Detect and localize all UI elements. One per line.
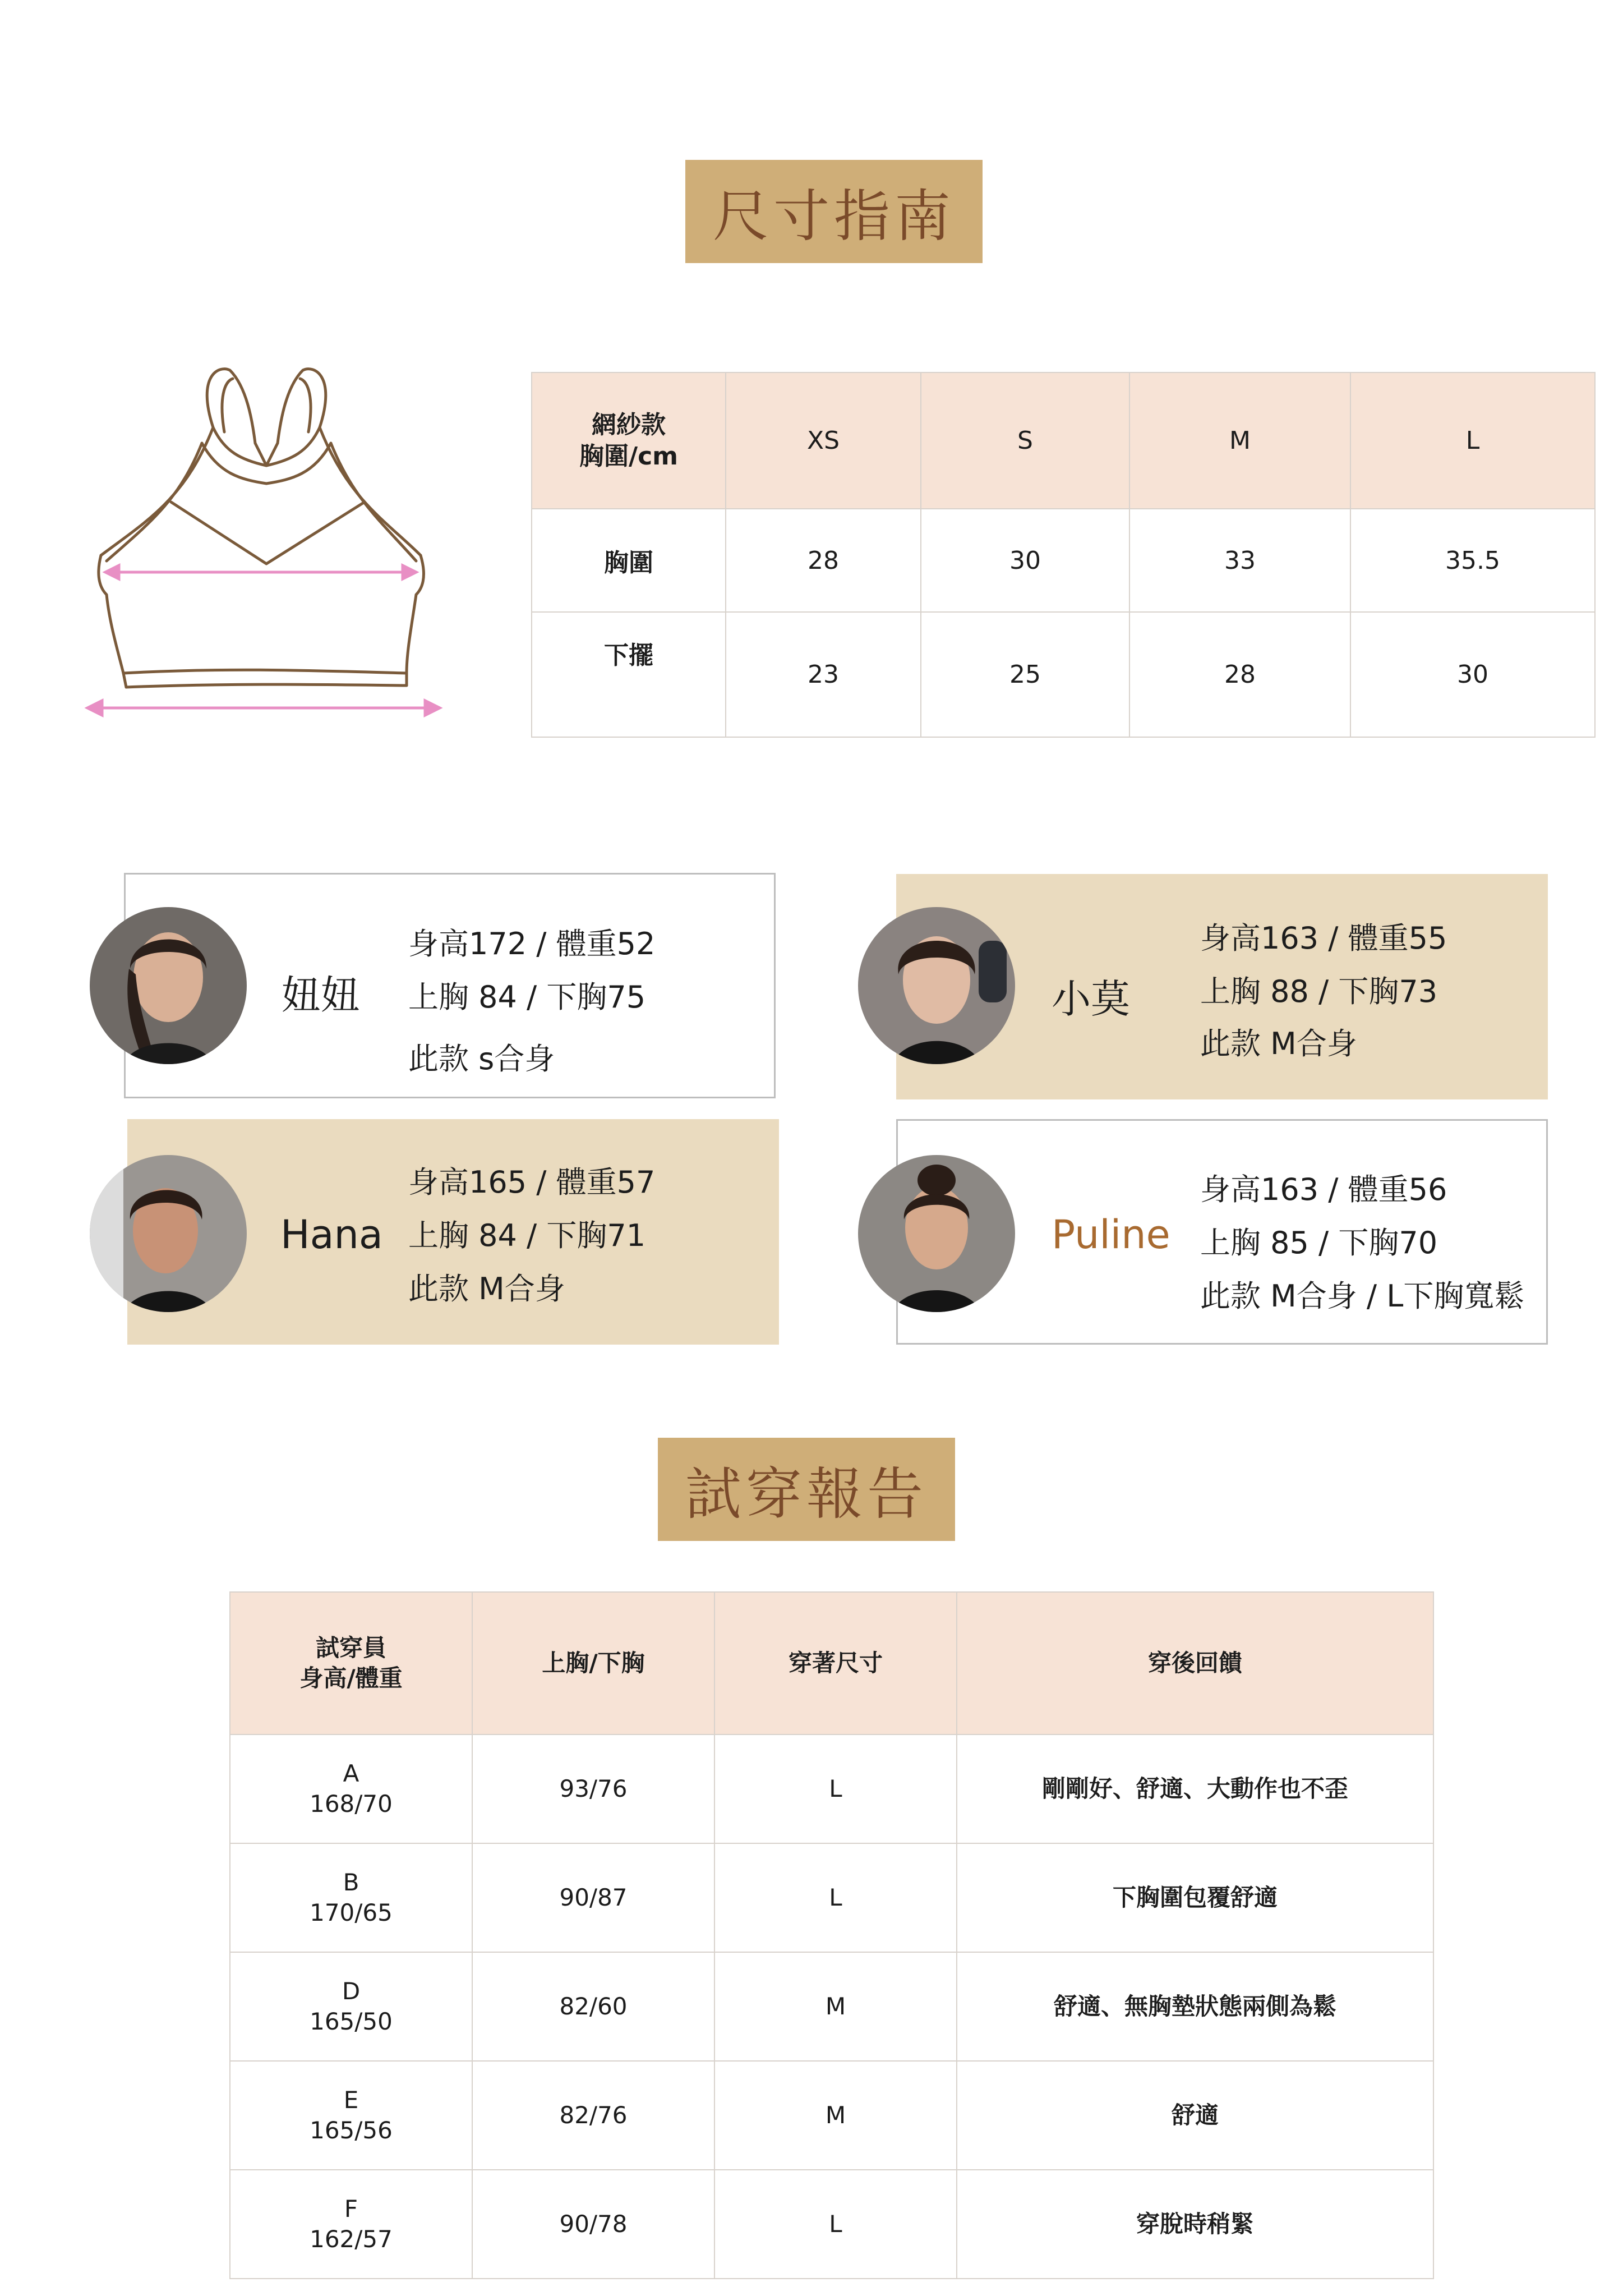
size-row-hem — [532, 612, 1595, 737]
feedback-cell: 穿脫時稍緊 — [957, 2170, 1433, 2279]
model-stats-bust: 上胸 88 / 下胸73 — [1200, 974, 1438, 1009]
model-fit-note: 此款 M合身 — [1200, 1026, 1357, 1061]
model-fit-note: 此款 s合身 — [408, 1041, 555, 1076]
size-chart-table — [531, 372, 1596, 738]
model-stats-height-weight: 身高172 / 體重52 — [408, 926, 656, 961]
model-stats-bust: 上胸 84 / 下胸75 — [408, 979, 646, 1015]
model-name: Hana — [280, 1212, 383, 1258]
table-row — [230, 1843, 1433, 1952]
measure-unit-label: 胸圍/cm — [579, 441, 678, 471]
table-row — [230, 1952, 1433, 2061]
fit-report-title: 試穿報告 — [658, 1438, 955, 1541]
header-height-weight-label: 身高/體重 — [299, 1664, 403, 1692]
row-label-chest: 胸圍 — [532, 509, 726, 612]
fabric-label: 網紗款 — [592, 410, 666, 439]
tester-id: D — [342, 1977, 361, 2005]
table-row — [230, 2170, 1433, 2279]
size-cell: 23 — [726, 612, 921, 737]
feedback-cell: 舒適 — [957, 2061, 1433, 2170]
chest-cell: 82/60 — [472, 1952, 714, 2061]
header-chest: 上胸/下胸 — [472, 1592, 714, 1734]
fit-report-table — [229, 1591, 1434, 2279]
model-avatar-niuniu — [90, 907, 247, 1064]
row-label-hem: 下擺 — [532, 612, 726, 737]
model-stats-height-weight: 身高163 / 體重56 — [1200, 1172, 1447, 1207]
tester-id: B — [343, 1869, 359, 1896]
model-fit-note: 此款 M合身 — [408, 1271, 565, 1306]
tester-cell — [230, 2061, 472, 2170]
size-cell: 28 — [1129, 612, 1350, 737]
tester-height-weight: 168/70 — [310, 1790, 393, 1818]
table-row — [230, 1734, 1433, 1843]
header-tester — [230, 1592, 472, 1734]
model-avatar-puline — [858, 1155, 1015, 1312]
chest-cell: 90/87 — [472, 1843, 714, 1952]
size-cell: M — [714, 2061, 957, 2170]
report-header-row — [230, 1592, 1433, 1734]
size-cell: M — [714, 1952, 957, 2061]
model-stats-bust: 上胸 85 / 下胸70 — [1200, 1225, 1438, 1260]
header-size-worn: 穿著尺寸 — [714, 1592, 957, 1734]
size-header-s: S — [921, 372, 1129, 509]
feedback-cell: 剛剛好、舒適、大動作也不歪 — [957, 1734, 1433, 1843]
tester-height-weight: 165/50 — [310, 2008, 393, 2035]
model-avatar-xiaomo — [858, 907, 1015, 1064]
size-cell: 25 — [921, 612, 1129, 737]
size-cell: L — [714, 2170, 957, 2279]
model-stats-height-weight: 身高165 / 體重57 — [408, 1165, 656, 1200]
size-header-m: M — [1129, 372, 1350, 509]
size-cell: 30 — [921, 509, 1129, 612]
size-guide-title: 尺寸指南 — [685, 160, 983, 263]
tester-id: A — [343, 1760, 359, 1787]
size-row-chest — [532, 509, 1595, 612]
size-cell: 33 — [1129, 509, 1350, 612]
tester-cell — [230, 1843, 472, 1952]
tester-id: F — [344, 2195, 358, 2223]
size-header-l: L — [1350, 372, 1595, 509]
size-cell: L — [714, 1734, 957, 1843]
tester-height-weight: 170/65 — [310, 1899, 393, 1926]
chest-cell: 82/76 — [472, 2061, 714, 2170]
sports-bra-illustration — [84, 353, 443, 724]
size-cell: 28 — [726, 509, 921, 612]
tester-cell — [230, 1952, 472, 2061]
feedback-cell: 下胸圍包覆舒適 — [957, 1843, 1433, 1952]
header-tester-label: 試穿員 — [315, 1634, 386, 1662]
tester-height-weight: 162/57 — [310, 2225, 393, 2253]
size-header-xs: XS — [726, 372, 921, 509]
model-name: 小莫 — [1052, 976, 1130, 1022]
model-fit-note: 此款 M合身 / L下胸寬鬆 — [1200, 1278, 1525, 1314]
model-name: 妞妞 — [282, 972, 360, 1018]
model-name: Puline — [1052, 1212, 1170, 1258]
size-header-row — [532, 372, 1595, 509]
header-feedback: 穿後回饋 — [957, 1592, 1433, 1734]
model-stats-height-weight: 身高163 / 體重55 — [1200, 921, 1447, 956]
tester-height-weight: 165/56 — [310, 2116, 393, 2144]
table-row — [230, 2061, 1433, 2170]
model-avatar-hana — [90, 1155, 247, 1312]
model-stats-bust: 上胸 84 / 下胸71 — [408, 1218, 646, 1253]
size-cell: L — [714, 1843, 957, 1952]
feedback-cell: 舒適、無胸墊狀態兩側為鬆 — [957, 1952, 1433, 2061]
chest-cell: 93/76 — [472, 1734, 714, 1843]
size-cell: 35.5 — [1350, 509, 1595, 612]
size-corner-cell — [532, 372, 726, 509]
tester-cell — [230, 1734, 472, 1843]
tester-cell — [230, 2170, 472, 2279]
tester-id: E — [343, 2086, 359, 2114]
size-cell: 30 — [1350, 612, 1595, 737]
chest-cell: 90/78 — [472, 2170, 714, 2279]
